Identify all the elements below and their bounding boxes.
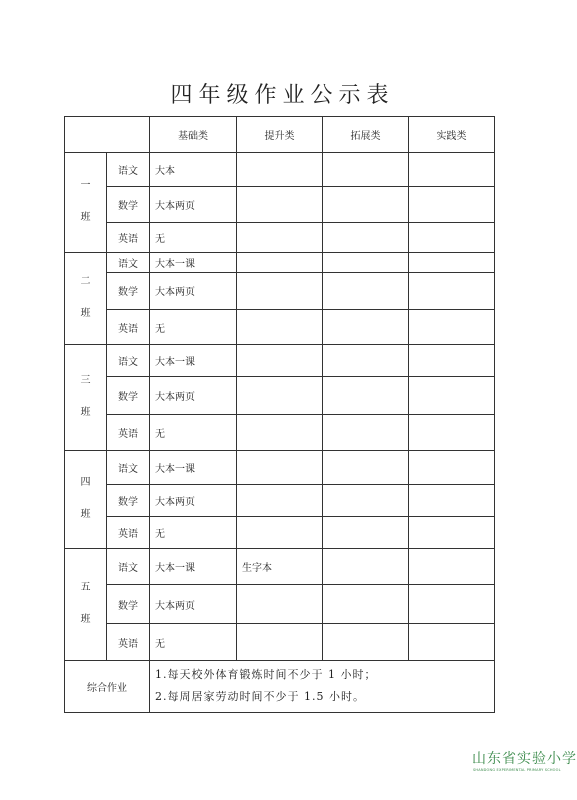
subject-cell: 语文	[107, 153, 150, 187]
table-row	[65, 377, 495, 415]
header-practice: 实践类	[409, 117, 495, 153]
practice-cell	[409, 222, 495, 252]
header-corner-cell	[65, 117, 150, 153]
basic-cell: 大本两页	[150, 187, 237, 222]
expand-cell	[323, 549, 409, 585]
improve-cell	[237, 484, 323, 516]
subject-cell: 英语	[107, 516, 150, 548]
summary-line: 1.每天校外体育锻炼时间不少于 1 小时；	[155, 668, 377, 682]
table-row	[65, 272, 495, 309]
practice-cell	[409, 309, 495, 344]
improve-cell	[237, 345, 323, 377]
improve-cell	[237, 252, 323, 272]
subject-cell: 数学	[107, 585, 150, 624]
subject-cell: 语文	[107, 450, 150, 484]
table-row	[65, 309, 495, 344]
table-row	[65, 624, 495, 660]
expand-cell	[323, 252, 409, 272]
expand-cell	[323, 624, 409, 660]
improve-cell	[237, 516, 323, 548]
practice-cell	[409, 415, 495, 450]
homework-table	[64, 116, 495, 713]
class-label-5	[65, 549, 107, 661]
practice-cell	[409, 187, 495, 222]
table-row	[65, 252, 495, 272]
class-label-bottom: 班	[80, 212, 91, 224]
class-label-2	[65, 252, 107, 344]
expand-cell	[323, 187, 409, 222]
basic-cell: 无	[150, 222, 237, 252]
subject-cell: 英语	[107, 415, 150, 450]
class-label-bottom: 班	[80, 509, 91, 521]
basic-cell: 大本两页	[150, 377, 237, 415]
basic-cell: 无	[150, 624, 237, 660]
class-label-1	[65, 153, 107, 252]
improve-cell	[237, 153, 323, 187]
basic-cell: 大本一课	[150, 450, 237, 484]
header-improve: 提升类	[237, 117, 323, 153]
expand-cell	[323, 377, 409, 415]
page-title: 四年级作业公示表	[170, 83, 395, 108]
improve-cell	[237, 450, 323, 484]
class-label-top: 五	[80, 582, 91, 594]
class-label-top: 二	[80, 276, 91, 288]
header-expand: 拓展类	[323, 117, 409, 153]
practice-cell	[409, 549, 495, 585]
basic-cell: 大本两页	[150, 484, 237, 516]
summary-label: 综合作业	[65, 660, 150, 712]
subject-cell: 数学	[107, 377, 150, 415]
class-label-top: 三	[80, 375, 91, 387]
expand-cell	[323, 272, 409, 309]
improve-cell	[237, 415, 323, 450]
basic-cell: 大本一课	[150, 252, 237, 272]
practice-cell	[409, 585, 495, 624]
expand-cell	[323, 585, 409, 624]
table-row	[65, 415, 495, 450]
class-label-4	[65, 450, 107, 548]
improve-cell	[237, 377, 323, 415]
class-label-top: 一	[80, 180, 91, 192]
improve-cell	[237, 585, 323, 624]
school-logo-en: SHANDONG EXPERIMENTAL PRIMARY SCHOOL	[473, 768, 561, 772]
class-label-3	[65, 345, 107, 451]
subject-cell: 语文	[107, 345, 150, 377]
basic-cell: 大本两页	[150, 585, 237, 624]
table-row	[65, 187, 495, 222]
practice-cell	[409, 153, 495, 187]
expand-cell	[323, 516, 409, 548]
expand-cell	[323, 153, 409, 187]
table-row	[65, 516, 495, 548]
table-row	[65, 450, 495, 484]
expand-cell	[323, 345, 409, 377]
practice-cell	[409, 272, 495, 309]
summary-line: 2.每周居家劳动时间不少于 1.5 小时。	[155, 690, 365, 704]
subject-cell: 语文	[107, 549, 150, 585]
summary-row	[65, 660, 495, 712]
practice-cell	[409, 516, 495, 548]
improve-cell	[237, 187, 323, 222]
expand-cell	[323, 222, 409, 252]
subject-cell: 英语	[107, 624, 150, 660]
class-label-bottom: 班	[80, 407, 91, 419]
expand-cell	[323, 450, 409, 484]
basic-cell: 大本两页	[150, 272, 237, 309]
practice-cell	[409, 484, 495, 516]
expand-cell	[323, 415, 409, 450]
table-row	[65, 484, 495, 516]
table-row	[65, 222, 495, 252]
subject-cell: 数学	[107, 484, 150, 516]
class-label-bottom: 班	[80, 614, 91, 626]
header-row	[65, 117, 495, 153]
header-basic: 基础类	[150, 117, 237, 153]
summary-content	[150, 660, 495, 712]
class-label-bottom: 班	[80, 308, 91, 320]
basic-cell: 无	[150, 309, 237, 344]
expand-cell	[323, 309, 409, 344]
basic-cell: 无	[150, 516, 237, 548]
table-row	[65, 153, 495, 187]
practice-cell	[409, 377, 495, 415]
expand-cell	[323, 484, 409, 516]
subject-cell: 数学	[107, 187, 150, 222]
basic-cell: 无	[150, 415, 237, 450]
practice-cell	[409, 252, 495, 272]
table-row	[65, 549, 495, 585]
improve-cell: 生字本	[237, 549, 323, 585]
basic-cell: 大本一课	[150, 549, 237, 585]
improve-cell	[237, 272, 323, 309]
improve-cell	[237, 222, 323, 252]
school-logo-cn: 山东省实验小学	[472, 751, 577, 767]
subject-cell: 英语	[107, 309, 150, 344]
table-row	[65, 345, 495, 377]
basic-cell: 大本	[150, 153, 237, 187]
practice-cell	[409, 624, 495, 660]
basic-cell: 大本一课	[150, 345, 237, 377]
table-row	[65, 585, 495, 624]
school-logo	[472, 748, 577, 788]
improve-cell	[237, 624, 323, 660]
improve-cell	[237, 309, 323, 344]
class-label-top: 四	[80, 477, 91, 489]
subject-cell: 英语	[107, 222, 150, 252]
practice-cell	[409, 345, 495, 377]
subject-cell: 数学	[107, 272, 150, 309]
subject-cell: 语文	[107, 252, 150, 272]
practice-cell	[409, 450, 495, 484]
